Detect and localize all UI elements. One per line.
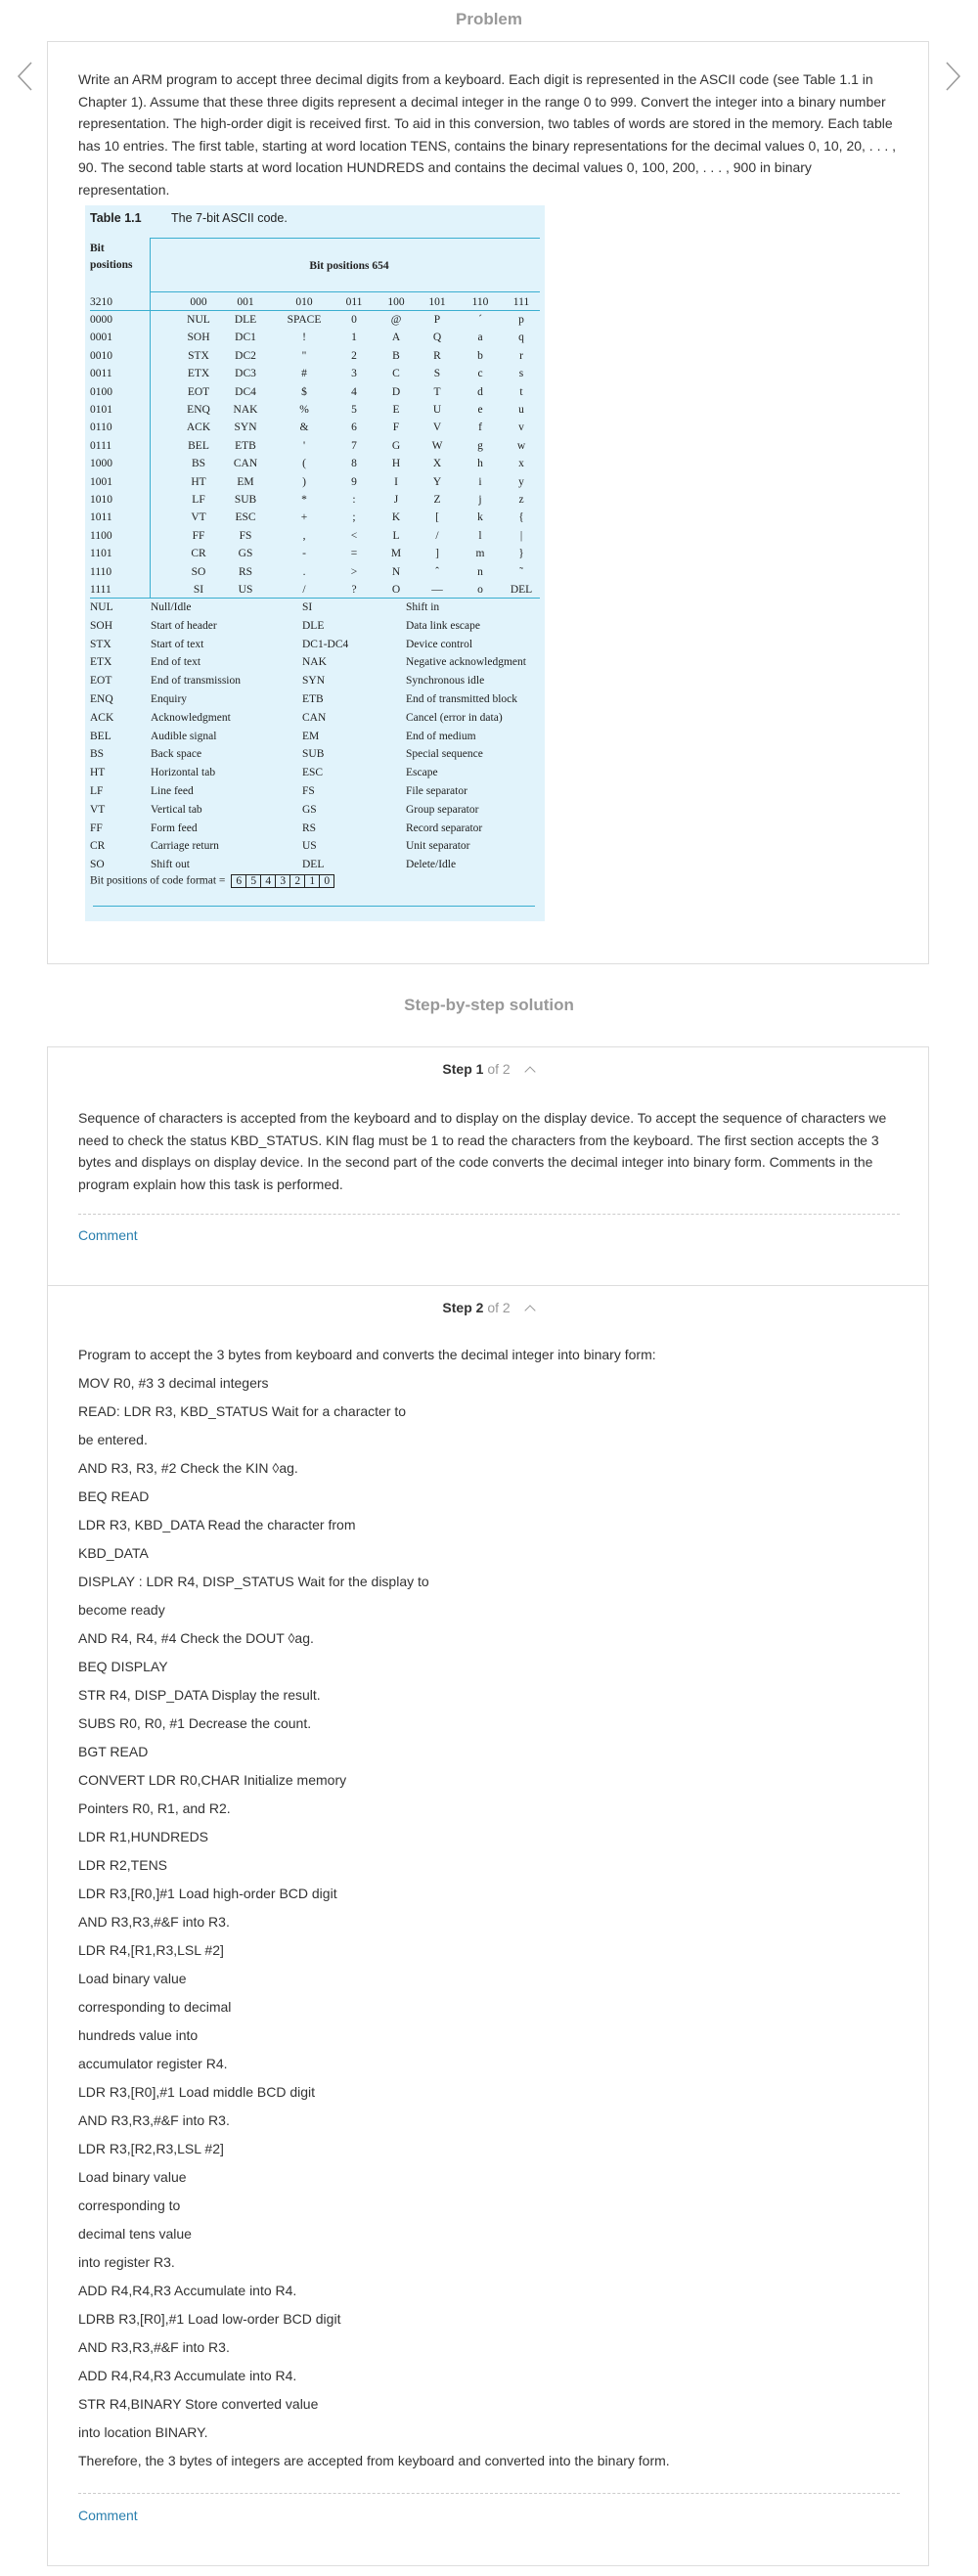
- legend-description: Acknowledgment: [151, 711, 231, 724]
- legend-code: DC1-DC4: [302, 638, 349, 650]
- row-bits: 0100: [90, 385, 112, 398]
- table-cell: >: [350, 565, 358, 578]
- rule: [151, 238, 540, 239]
- table-cell: A: [391, 332, 401, 344]
- legend-description: Line feed: [151, 785, 194, 797]
- code-line: STR R4, DISP_DATA Display the result.: [78, 1687, 321, 1703]
- column-header: 100: [387, 296, 405, 308]
- code-line: LDR R3,[R2,R3,LSL #2]: [78, 2141, 224, 2156]
- code-line: hundreds value into: [78, 2027, 199, 2043]
- table-cell: W: [431, 439, 443, 452]
- comment-link[interactable]: Comment: [78, 1227, 138, 1243]
- divider: [78, 2493, 900, 2494]
- table-cell: R: [433, 349, 441, 362]
- step-2-header[interactable]: [48, 1300, 928, 1315]
- code-line: AND R3,R3,#&F into R3.: [78, 2339, 230, 2355]
- legend-code: EOT: [90, 675, 112, 688]
- step-count: of 2: [487, 1061, 511, 1077]
- table-cell: ?: [351, 584, 357, 596]
- table-cell: NUL: [187, 314, 210, 326]
- table-cell: u: [518, 404, 524, 416]
- table-cell: SPACE: [287, 314, 322, 326]
- legend-code: VT: [90, 803, 106, 816]
- table-cell: 2: [351, 349, 357, 362]
- legend-code: SUB: [302, 748, 325, 761]
- table-cell: Q: [432, 332, 442, 344]
- legend-description: Delete/Idle: [406, 859, 457, 871]
- format-bit: 5: [245, 875, 260, 887]
- table-cell: DEL: [510, 584, 533, 596]
- table-cell: D: [391, 385, 401, 398]
- legend-description: Audible signal: [151, 730, 217, 742]
- code-line: Load binary value: [78, 1971, 187, 1986]
- legend-code: CAN: [302, 711, 327, 724]
- table-cell: CAN: [233, 458, 258, 470]
- step-1-text: Sequence of characters is accepted from the keyboard and to display on the display device. To accept the sequence of characters we need to check the status KBD_STATUS. KIN flag must be 1 to read the characters from the keyboard. The first section accepts the 3 bytes and displays on display device. In the second part of the code converts the decimal integer into binary form. Comments in the program explain how this task is performed.: [78, 1110, 887, 1192]
- step-1-header[interactable]: [48, 1061, 928, 1077]
- column-header: 011: [345, 296, 363, 308]
- code-line: be entered.: [78, 1432, 148, 1447]
- legend-description: Data link escape: [406, 619, 480, 632]
- code-line: CONVERT LDR R0,CHAR Initialize memory: [78, 1772, 347, 1788]
- step-label: Step 1: [442, 1061, 484, 1077]
- table-cell: <: [350, 529, 358, 542]
- chevron-up-icon[interactable]: [524, 1066, 535, 1077]
- table-cell: E: [392, 404, 400, 416]
- table-cell: BEL: [188, 439, 209, 452]
- prev-button[interactable]: [14, 57, 37, 96]
- legend-code: SI: [302, 601, 313, 613]
- table-cell: FS: [239, 529, 252, 542]
- table-cell: NAK: [233, 404, 258, 416]
- code-line: corresponding to decimal: [78, 1999, 232, 2015]
- table-cell: Z: [433, 494, 441, 506]
- table-cell: t: [519, 385, 523, 398]
- legend-code: ACK: [90, 711, 114, 724]
- code-line: LDR R3, KBD_DATA Read the character from: [78, 1517, 356, 1532]
- code-line: LDR R3,[R0],#1 Load middle BCD digit: [78, 2084, 316, 2100]
- legend-code: ETX: [90, 656, 112, 669]
- table-cell: K: [391, 511, 401, 524]
- code-line: AND R3,R3,#&F into R3.: [78, 1914, 230, 1930]
- table-cell: }: [518, 548, 524, 560]
- format-bits: [231, 874, 334, 888]
- table-cell: VT: [191, 511, 206, 524]
- code-line: ADD R4,R4,R3 Accumulate into R4.: [78, 2283, 297, 2298]
- legend-description: Negative acknowledgment: [406, 656, 526, 669]
- legend-code: SOH: [90, 619, 113, 632]
- rule: [93, 906, 535, 907]
- rule: [151, 291, 540, 292]
- legend-code: NUL: [90, 601, 113, 613]
- legend-code: STX: [90, 638, 111, 650]
- table-cell: h: [477, 458, 483, 470]
- table-cell: @: [390, 314, 402, 326]
- table-cell: x: [518, 458, 524, 470]
- row-bits: 0010: [90, 349, 112, 362]
- code-line: KBD_DATA: [78, 1545, 149, 1561]
- table-cell: G: [391, 439, 401, 452]
- table-cell: —: [431, 584, 443, 596]
- code-line: Therefore, the 3 bytes of integers are accepted from keyboard and converted into the binary form.: [78, 2453, 670, 2468]
- table-cell: O: [391, 584, 401, 596]
- legend-description: Start of header: [151, 619, 217, 632]
- table-cell: 8: [351, 458, 357, 470]
- table-cell: ˜: [519, 565, 523, 578]
- table-cell: SI: [193, 584, 204, 596]
- code-line: into location BINARY.: [78, 2424, 208, 2440]
- code-line: AND R3, R3, #2 Check the KIN ◊ag.: [78, 1460, 298, 1476]
- code-line: LDR R4,[R1,R3,LSL #2]: [78, 1942, 224, 1958]
- legend-code: GS: [302, 803, 317, 816]
- legend-description: Start of text: [151, 638, 204, 650]
- table-cell: DC3: [235, 368, 256, 380]
- rule: [90, 598, 540, 599]
- legend-code: ENQ: [90, 693, 113, 705]
- code-line: become ready: [78, 1602, 165, 1618]
- problem-card: [47, 41, 929, 964]
- step-count: of 2: [487, 1300, 511, 1315]
- table-cell: ETX: [187, 368, 210, 380]
- format-bit: 1: [304, 875, 319, 887]
- table-cell: /: [302, 584, 306, 596]
- legend-code: NAK: [302, 656, 327, 669]
- table-cell: GS: [238, 548, 253, 560]
- legend-description: Form feed: [151, 822, 198, 834]
- row-header: Bit positions: [90, 243, 133, 271]
- column-header: 000: [190, 296, 207, 308]
- column-header: 001: [237, 296, 254, 308]
- table-cell: 9: [351, 475, 357, 488]
- code-line: SUBS R0, R0, #1 Decrease the count.: [78, 1715, 312, 1731]
- legend-description: Vertical tab: [151, 803, 202, 816]
- table-cell: d: [477, 385, 483, 398]
- legend-description: Back space: [151, 748, 202, 761]
- table-cell: CR: [191, 548, 206, 560]
- legend-description: End of transmitted block: [406, 693, 518, 705]
- legend-description: Group separator: [406, 803, 479, 816]
- table-cell: &: [299, 422, 309, 434]
- table-cell: n: [477, 565, 483, 578]
- legend-code: SO: [90, 859, 105, 871]
- next-button[interactable]: [941, 57, 964, 96]
- table-cell: j: [478, 494, 482, 506]
- legend-description: Null/Idle: [151, 601, 192, 613]
- table-cell: ": [301, 349, 307, 362]
- chevron-up-icon[interactable]: [524, 1305, 535, 1315]
- table-cell: $: [301, 385, 307, 398]
- table-cell: U: [432, 404, 442, 416]
- table-cell: i: [478, 475, 482, 488]
- table-cell: s: [518, 368, 524, 380]
- legend-description: Shift in: [406, 601, 440, 613]
- code-line: accumulator register R4.: [78, 2056, 228, 2071]
- format-bit: 0: [319, 875, 333, 887]
- table-cell: (: [302, 458, 306, 470]
- legend-description: File separator: [406, 785, 467, 797]
- format-bit: 4: [260, 875, 275, 887]
- table-cell: 0: [351, 314, 357, 326]
- code-line: LDR R1,HUNDREDS: [78, 1829, 209, 1844]
- table-cell: EM: [237, 475, 254, 488]
- table-cell: =: [350, 548, 358, 560]
- table-cell: 4: [351, 385, 357, 398]
- table-cell: L: [392, 529, 400, 542]
- chevron-left-icon: [14, 57, 37, 96]
- code-line: BEQ READ: [78, 1488, 150, 1504]
- row-bits: 0111: [90, 439, 112, 452]
- legend-code: BS: [90, 748, 105, 761]
- column-header: 111: [512, 296, 530, 308]
- table-cell: 7: [351, 439, 357, 452]
- corner-header: 3210: [90, 296, 112, 308]
- table-cell: HT: [191, 475, 206, 488]
- table-cell: SYN: [234, 422, 257, 434]
- divider: [78, 1214, 900, 1215]
- legend-code: BEL: [90, 730, 111, 742]
- table-cell: V: [432, 422, 442, 434]
- table-cell: DLE: [234, 314, 257, 326]
- ascii-table: [85, 205, 545, 921]
- legend-code: ESC: [302, 767, 324, 779]
- legend-code: ETB: [302, 693, 324, 705]
- legend-description: Escape: [406, 767, 438, 779]
- row-bits: 0000: [90, 314, 112, 326]
- rule: [90, 310, 540, 311]
- table-cell: F: [392, 422, 400, 434]
- table-cell: !: [302, 332, 306, 344]
- row-bits: 1001: [90, 475, 112, 488]
- table-cell: %: [299, 404, 309, 416]
- table-cell: ´: [478, 314, 482, 326]
- table-cell: DC4: [235, 385, 256, 398]
- table-cell: SOH: [187, 332, 210, 344]
- code-line: ADD R4,R4,R3 Accumulate into R4.: [78, 2368, 297, 2383]
- legend-code: FF: [90, 822, 103, 834]
- table-caption: The 7-bit ASCII code.: [171, 211, 288, 225]
- table-cell: ': [302, 439, 306, 452]
- row-bits: 0011: [90, 368, 112, 380]
- table-cell: q: [518, 332, 524, 344]
- table-cell: ,: [302, 529, 306, 542]
- table-cell: N: [391, 565, 401, 578]
- table-cell: c: [477, 368, 483, 380]
- table-cell: SO: [191, 565, 206, 578]
- table-cell: {: [518, 511, 524, 524]
- row-bits: 1010: [90, 494, 112, 506]
- table-cell: P: [433, 314, 441, 326]
- chevron-right-icon: [941, 57, 964, 96]
- legend-code: RS: [302, 822, 317, 834]
- table-cell: I: [394, 475, 398, 488]
- table-cell: ˆ: [435, 565, 439, 578]
- comment-link[interactable]: Comment: [78, 2508, 138, 2523]
- code-line: AND R3,R3,#&F into R3.: [78, 2112, 230, 2128]
- table-cell: 1: [351, 332, 357, 344]
- table-cell: b: [477, 349, 483, 362]
- row-bits: 0001: [90, 332, 112, 344]
- step-label: Step 2: [442, 1300, 484, 1315]
- table-cell: g: [477, 439, 483, 452]
- table-cell: S: [433, 368, 441, 380]
- legend-code: CR: [90, 840, 106, 853]
- row-bits: 1011: [90, 511, 112, 524]
- column-header: 101: [428, 296, 446, 308]
- table-cell: ESC: [235, 511, 256, 524]
- col-group-header: Bit positions 654: [309, 260, 389, 272]
- table-cell: STX: [188, 349, 209, 362]
- table-cell: RS: [238, 565, 253, 578]
- table-cell: y: [518, 475, 524, 488]
- code-line: STR R4,BINARY Store converted value: [78, 2396, 319, 2412]
- row-bits: 0110: [90, 422, 112, 434]
- legend-code: US: [302, 840, 317, 853]
- table-cell: v: [518, 422, 524, 434]
- table-cell: ;: [352, 511, 356, 524]
- legend-description: End of transmission: [151, 675, 241, 688]
- code-format: [90, 874, 334, 888]
- code-line: READ: LDR R3, KBD_STATUS Wait for a character to: [78, 1403, 407, 1419]
- code-line: BEQ DISPLAY: [78, 1659, 168, 1674]
- table-cell: M: [390, 548, 402, 560]
- table-cell: ): [302, 475, 306, 488]
- legend-code: LF: [90, 785, 104, 797]
- solution-card: [47, 1046, 929, 2566]
- table-cell: o: [477, 584, 483, 596]
- table-cell: BS: [191, 458, 206, 470]
- code-line: Program to accept the 3 bytes from keyboard and converts the decimal integer into binary form:: [78, 1347, 656, 1362]
- legend-description: Special sequence: [406, 748, 483, 761]
- legend-description: Enquiry: [151, 693, 188, 705]
- table-cell: *: [301, 494, 307, 506]
- legend-code: DLE: [302, 619, 325, 632]
- table-cell: T: [433, 385, 441, 398]
- solution-title: Step-by-step solution: [404, 996, 574, 1014]
- legend-description: Synchronous idle: [406, 675, 485, 688]
- table-cell: a: [477, 332, 483, 344]
- format-bit: 6: [236, 875, 243, 887]
- format-bit: 3: [275, 875, 289, 887]
- code-line: corresponding to: [78, 2198, 181, 2213]
- table-cell: p: [518, 314, 524, 326]
- table-cell: X: [432, 458, 442, 470]
- row-bits: 0101: [90, 404, 112, 416]
- row-bits: 1000: [90, 458, 112, 470]
- legend-code: EM: [302, 730, 320, 742]
- table-cell: DC1: [235, 332, 256, 344]
- code-line: Load binary value: [78, 2169, 187, 2185]
- table-cell: SUB: [234, 494, 257, 506]
- legend-code: SYN: [302, 675, 326, 688]
- row-bits: 1110: [90, 565, 112, 578]
- table-cell: w: [516, 439, 526, 452]
- legend-description: End of medium: [406, 730, 476, 742]
- legend-description: Horizontal tab: [151, 767, 216, 779]
- code-line: LDRB R3,[R0],#1 Load low-order BCD digit: [78, 2311, 341, 2327]
- code-line: Pointers R0, R1, and R2.: [78, 1800, 231, 1816]
- table-cell: 5: [351, 404, 357, 416]
- problem-title: Problem: [455, 10, 523, 28]
- table-cell: :: [352, 494, 356, 506]
- table-cell: /: [435, 529, 439, 542]
- table-cell: H: [391, 458, 401, 470]
- code-line: DISPLAY : LDR R4, DISP_STATUS Wait for the display to: [78, 1574, 429, 1589]
- legend-description: Record separator: [406, 822, 483, 834]
- problem-text: Write an ARM program to accept three decimal digits from a keyboard. Each digit is represented in the ASCII code (see Table 1.1 in Chapter 1). Assume that these three digits represent a decimal integer in the range 0 to 999. Convert the integer into a binary number representation. The high-order digit is received first. To aid in this conversion, two tables of words are stored in the memory. Each table has 10 entries. The first table, starting at word location TENS, contains the binary representations for the decimal values 0, 10, 20, . . . , 90. The second table starts at word location HUNDREDS and contains the decimal values 0, 100, 200, . . . , 900 in binary representation.: [78, 71, 897, 198]
- column-header: 010: [295, 296, 313, 308]
- table-cell: +: [300, 511, 308, 524]
- table-cell: 3: [351, 368, 357, 380]
- table-label: Table 1.1: [90, 211, 142, 225]
- code-line: MOV R0, #3 3 decimal integers: [78, 1375, 269, 1391]
- code-line: AND R4, R4, #4 Check the DOUT ◊ag.: [78, 1630, 314, 1646]
- row-bits: 1100: [90, 529, 112, 542]
- table-cell: [: [435, 511, 439, 524]
- code-line: into register R3.: [78, 2254, 175, 2270]
- legend-description: Unit separator: [406, 840, 470, 853]
- legend-code: FS: [302, 785, 315, 797]
- table-cell: ETB: [235, 439, 256, 452]
- table-cell: l: [478, 529, 482, 542]
- code-line: BGT READ: [78, 1744, 149, 1759]
- code-line: LDR R2,TENS: [78, 1857, 168, 1873]
- table-cell: k: [477, 511, 483, 524]
- format-bit: 2: [289, 875, 304, 887]
- table-cell: LF: [192, 494, 205, 506]
- legend-description: Carriage return: [151, 840, 219, 853]
- table-cell: US: [238, 584, 253, 596]
- legend-description: End of text: [151, 656, 201, 669]
- table-cell: z: [518, 494, 524, 506]
- format-label: Bit positions of code format =: [90, 874, 226, 887]
- table-cell: ]: [435, 548, 439, 560]
- table-cell: 6: [351, 422, 357, 434]
- legend-description: Shift out: [151, 859, 190, 871]
- row-bits: 1111: [90, 584, 111, 596]
- table-cell: ACK: [186, 422, 211, 434]
- legend-code: DEL: [302, 859, 325, 871]
- table-cell: r: [519, 349, 523, 362]
- legend-code: HT: [90, 767, 106, 779]
- table-cell: ENQ: [187, 404, 210, 416]
- table-cell: .: [302, 565, 306, 578]
- table-cell: DC2: [235, 349, 256, 362]
- table-cell: -: [302, 548, 306, 560]
- table-cell: B: [392, 349, 400, 362]
- code-line: decimal tens value: [78, 2226, 192, 2242]
- table-cell: C: [392, 368, 400, 380]
- table-cell: #: [301, 368, 307, 380]
- table-cell: Y: [432, 475, 442, 488]
- legend-description: Device control: [406, 638, 473, 650]
- row-bits: 1101: [90, 548, 112, 560]
- table-cell: FF: [192, 529, 205, 542]
- table-cell: e: [477, 404, 483, 416]
- table-cell: m: [475, 548, 485, 560]
- table-cell: J: [393, 494, 399, 506]
- code-line: LDR R3,[R0,]#1 Load high-order BCD digit: [78, 1886, 337, 1901]
- table-cell: |: [519, 529, 523, 542]
- legend-description: Cancel (error in data): [406, 711, 503, 724]
- table-cell: EOT: [187, 385, 210, 398]
- divider: [48, 1285, 928, 1286]
- table-cell: f: [478, 422, 482, 434]
- column-header: 110: [471, 296, 489, 308]
